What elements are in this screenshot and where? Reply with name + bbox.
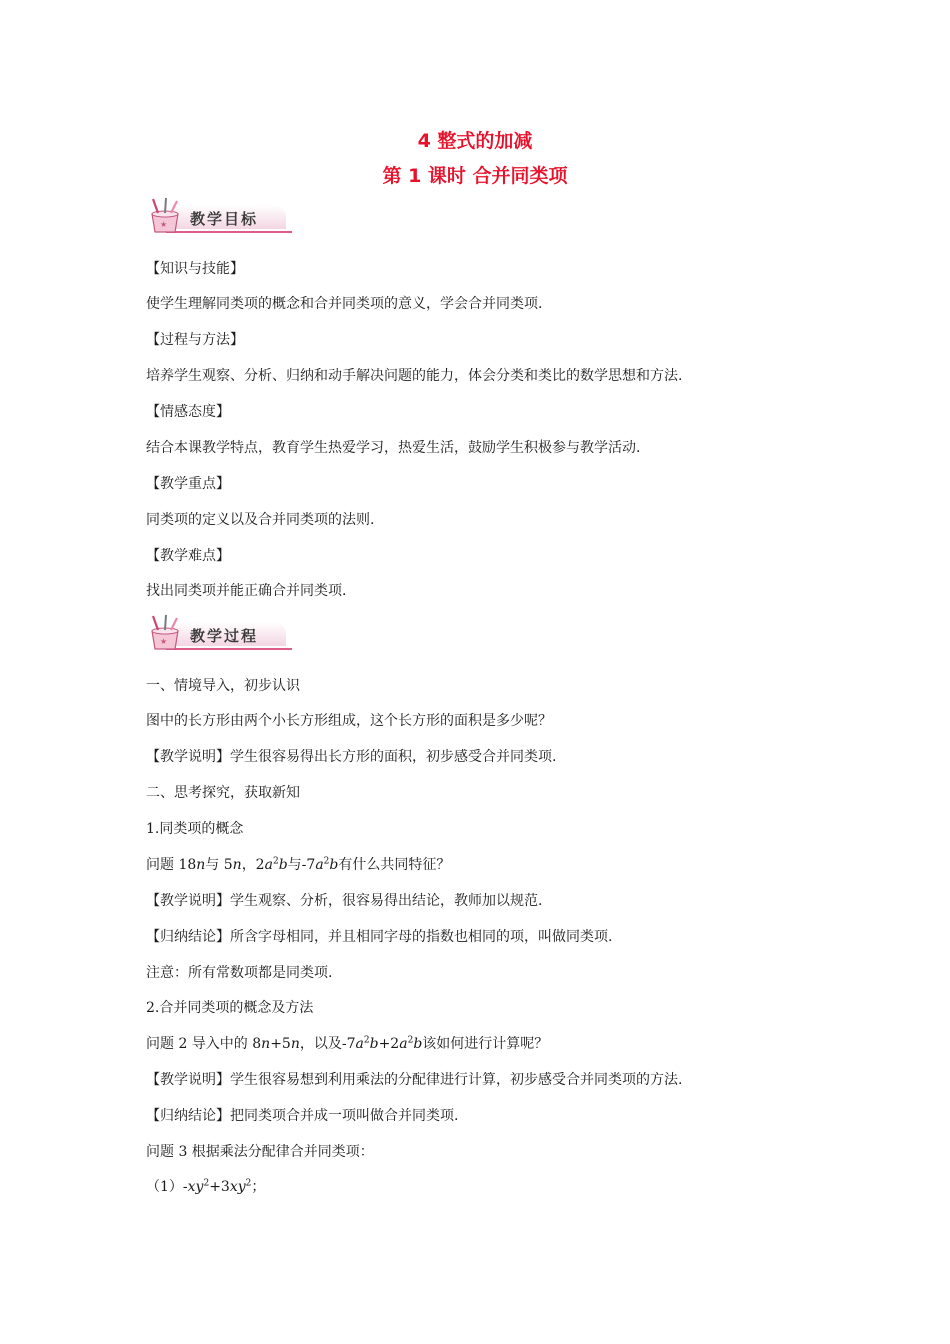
pencil-cup-icon [144,613,190,653]
svg-text:★: ★ [160,637,168,646]
question-1: 问题 18n与 5n，$2a^2b$与$-7a^2b$有什么共同特征？ [146,856,451,873]
attitude-heading: 【情感态度】 [146,404,230,420]
note-text: 学生很容易得出长方形的面积，初步感受合并同类项. [230,749,557,765]
remark: 注意：所有常数项都是同类项. [146,965,333,981]
question-2-note: 【教学说明】学生很容易想到利用乘法的分配律进行计算，初步感受合并同类项的方法. [146,1072,683,1088]
question-2: 问题 2 导入中的 8n+5n，以及$-7a^2b+2a^2b$该如何进行计算呢？ [146,1035,549,1052]
lesson-title: 第 1 课时 合并同类项 [382,165,568,187]
pencil-cup-icon [144,196,190,236]
key-point-heading: 【教学重点】 [146,476,230,492]
section-1-text: 图中的长方形由两个小长方形组成，这个长方形的面积是多少呢？ [146,713,552,729]
subsection-1-heading: 1.同类项的概念 [146,821,244,837]
section-1-heading: 一、情境导入，初步认识 [146,678,300,694]
process-banner [144,613,292,653]
question-3: 问题 3 根据乘法分配律合并同类项： [146,1144,374,1160]
knowledge-text: 使学生理解同类项的概念和合并同类项的意义，学会合并同类项. [146,296,543,312]
question-1-note: 【教学说明】学生观察、分析，很容易得出结论，教师加以规范. [146,893,543,909]
section-1-note [146,748,556,766]
conclusion-1: 【归纳结论】所含字母相同，并且相同字母的指数也相同的项，叫做同类项. [146,929,613,945]
key-point-text: 同类项的定义以及合并同类项的法则. [146,512,375,528]
exercise-item-1: $(1)-xy^2+3xy^2$； [146,1178,266,1195]
conclusion-2: 【归纳结论】把同类项合并成一项叫做合并同类项. [146,1108,459,1124]
difficulty-text: 找出同类项并能正确合并同类项. [146,583,347,599]
goals-banner-label: 教学目标 [190,210,259,228]
process-banner-label: 教学过程 [190,627,259,645]
process-method-text: 培养学生观察、分析、归纳和动手解决问题的能力，体会分类和类比的数学思想和方法. [146,368,683,384]
subsection-2-heading: 2.合并同类项的概念及方法 [146,1000,314,1016]
chapter-title: 4 整式的加减 [417,130,533,152]
attitude-text: 结合本课教学特点，教育学生热爱学习，热爱生活，鼓励学生积极参与教学活动. [146,440,641,456]
knowledge-heading: 【知识与技能】 [146,261,244,277]
note-label: 【教学说明】 [146,749,230,765]
goals-banner [144,196,292,236]
svg-text:★: ★ [160,220,168,229]
process-method-heading: 【过程与方法】 [146,332,244,348]
difficulty-heading: 【教学难点】 [146,548,230,564]
section-2-heading: 二、思考探究，获取新知 [146,785,300,801]
